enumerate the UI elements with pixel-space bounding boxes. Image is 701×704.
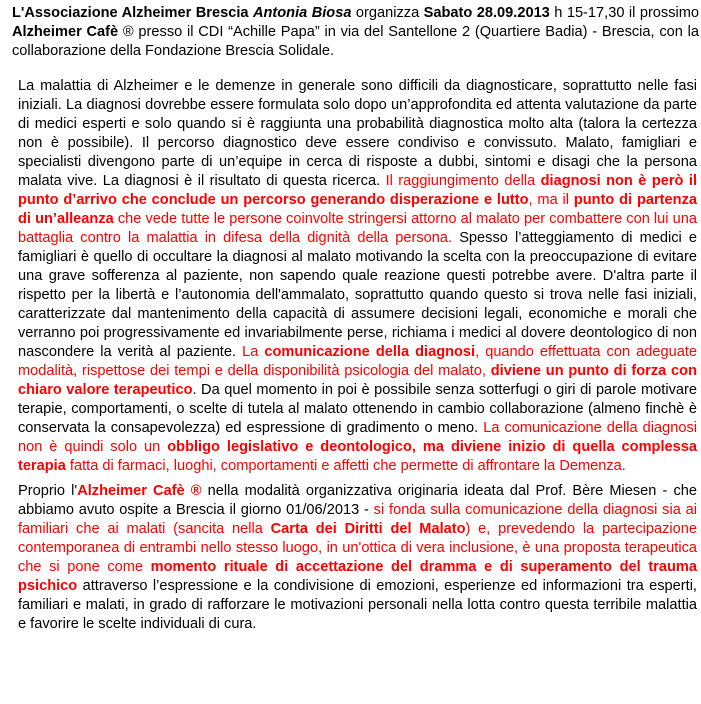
text-run: momento rituale di accettazione del dramma e di superamento del trauma psichico xyxy=(18,559,697,594)
text-run: comunicazione della diagnosi xyxy=(264,344,476,360)
paragraph-header-announcement xyxy=(0,4,701,61)
text-run: La xyxy=(242,344,265,360)
text-run: Proprio l' xyxy=(18,483,78,499)
paragraph-spacer xyxy=(0,61,701,77)
text-run: , quando effettuata con adeguate modalità, rispettose dei tempi e della disponibilità psicologia del malato, xyxy=(18,344,697,379)
text-run: Antonia Biosa xyxy=(252,5,352,21)
text-run: Alzheimer Cafè ® xyxy=(77,483,202,499)
text-run: Alzheimer Cafè xyxy=(12,24,119,40)
text-run: obbligo legislativo e deontologico, ma diviene inizio di quella complessa terapia xyxy=(18,439,697,474)
text-run: La malattia di Alzheimer e le demenze in generale sono difficili da diagnosticare, soprattutto nelle fasi iniziali. La diagnosi dovrebbe essere formulata solo dopo un’approfondita ed attenta valutazione da parte di medici esperti e solo quando si è raggiunta una probabilità diagnostica molto alta (talora la certezza non è possibile). Il percorso diagnostico deve essere condiviso e convissuto. Malato, famigliari e specialisti divengono parte di un’equipe in cerca di risposte a dubbi, sintomi e disagi che la persona malata vive. La diagnosi è il risultato di questa ricerca. xyxy=(18,78,697,189)
text-run: punto di partenza di un’alleanza xyxy=(18,192,697,227)
text-run: ® presso il CDI “Achille Papa” in via del Santellone 2 (Quartiere Badia) - Brescia, con la collaborazione della Fondazione Brescia Solidale. xyxy=(12,24,699,59)
text-run: Il raggiungimento della xyxy=(385,173,541,189)
document-body xyxy=(0,4,701,634)
text-run: diviene un punto di forza con chiaro valore terapeutico xyxy=(18,363,697,398)
text-run: . Da quel momento in poi è possibile senza sotterfugi o giri di parole motivare terapie, comportamenti, o scelte di tutela al malato ottenendo in cambio collaborazione (almeno finchè è conservata la consapevolezza) ed espressione di gradimento o meno. xyxy=(18,382,697,436)
text-run: La comunicazione della diagnosi non è quindi solo un xyxy=(18,420,697,455)
paragraph-body-main xyxy=(0,77,701,476)
text-run: fatta di farmaci, luoghi, comportamenti e affetti che permette di affrontare la Demenza. xyxy=(65,458,626,474)
text-run: si fonda sulla comunicazione della diagnosi sia ai familiari che ai malati (sancita nella xyxy=(18,502,697,537)
text-run: , ma il xyxy=(528,192,574,208)
text-run: Spesso l’atteggiamento di medici e famigliari è quello di occultare la diagnosi al malato motivando la scelta con la preoccupazione di evitare una grave sofferenza al paziente, non sapendo quale reazione questi potrebbe avere. D'altra parte il rispetto per la libertà e l’autonomia dell'ammalato, soprattutto quando questo si trova nelle fasi iniziali, caratterizzate dal mantenimento della capacità di assumere decisioni legali, economiche e morali che verranno poi progressivamente ed invariabilmente perse, richiama i medici al dovere deontologico di non nascondere la verità al paziente. xyxy=(18,230,697,360)
text-run: Carta dei Diritti del Malato xyxy=(270,521,466,537)
text-run: organizza xyxy=(351,5,424,21)
text-run: attraverso l’espressione e la condivisione di emozioni, esperienze ed informazioni tra esperti, familiari e malati, in grado di rafforzare le motivazioni personali nella lotta contro questa terribile malattia e favorire le scelte individuali di cura. xyxy=(18,578,697,632)
text-run: diagnosi non è però il punto d’arrivo che conclude un percorso generando disperazione e lutto xyxy=(18,173,698,208)
text-run: h 15-17,30 il prossimo xyxy=(549,5,700,21)
text-run: nella modalità organizzativa originaria ideata dal Prof. Bère Miesen - che abbiamo avuto ospite a Brescia il giorno 01/06/2013 - xyxy=(18,483,697,518)
paragraph-body-closing xyxy=(0,482,701,634)
text-run: Sabato 28.09.2013 xyxy=(423,5,550,21)
text-run: ) e, prevedendo la partecipazione contemporanea di entrambi nello stesso luogo, in un'ottica di vera inclusione, è una proposta terapeutica che si pone come xyxy=(18,521,697,575)
text-run: L'Associazione Alzheimer Brescia xyxy=(12,5,253,21)
text-run: che vede tutte le persone coinvolte stringersi attorno al malato per combattere con lui una battaglia contro la malattia in difesa della dignità della persona. xyxy=(18,211,697,246)
